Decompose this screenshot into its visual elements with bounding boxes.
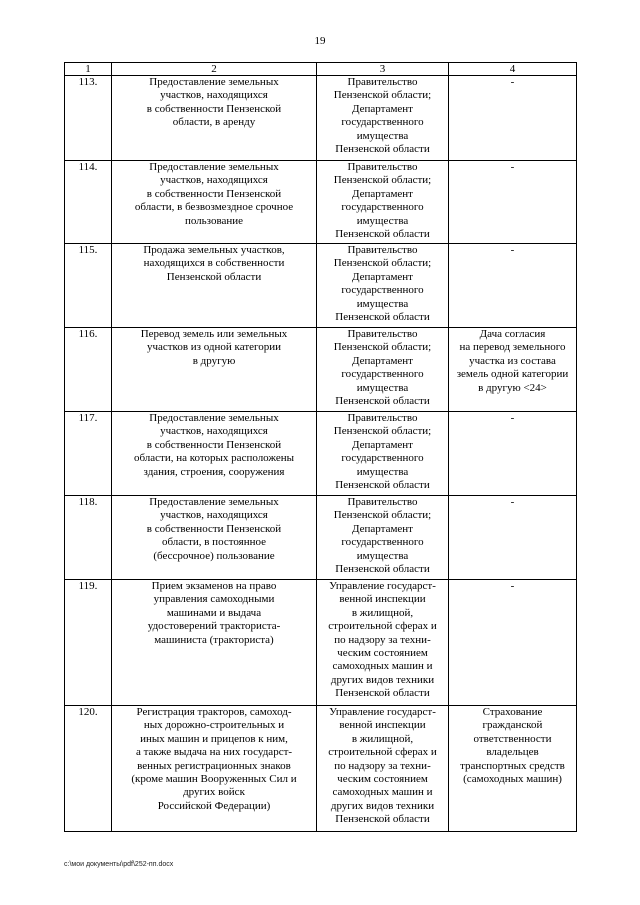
required-services: - [449,496,577,580]
responsible-authority: Правительство Пензенской области; Департамент государственного имущества Пензенской области [317,496,449,580]
row-number: 117. [65,412,112,496]
responsible-authority: Правительство Пензенской области; Департамент государственного имущества Пензенской области [317,328,449,412]
required-services: - [449,412,577,496]
table-row [65,244,577,328]
responsible-authority: Правительство Пензенской области; Департамент государственного имущества Пензенской области [317,244,449,328]
table-row [65,76,577,161]
table-row [65,706,577,832]
service-name: Перевод земель или земельных участков из одной категории в другую [112,328,317,412]
required-services: Страхование гражданской ответственности владельцев транспортных средств (самоходных машин) [449,706,577,832]
table-row [65,496,577,580]
table-header-row [65,63,577,76]
row-number: 115. [65,244,112,328]
service-name: Предоставление земельных участков, находящихся в собственности Пензенской области, в аренду [112,76,317,161]
column-header: 1 [65,63,112,76]
required-services: Дача согласия на перевод земельного участка из состава земель одной категории в другую <24> [449,328,577,412]
row-number: 116. [65,328,112,412]
required-services: - [449,580,577,706]
required-services: - [449,244,577,328]
row-number: 120. [65,706,112,832]
row-number: 113. [65,76,112,161]
service-name: Предоставление земельных участков, находящихся в собственности Пензенской области, в постоянное (бессрочное) пользование [112,496,317,580]
table-row [65,161,577,244]
required-services: - [449,161,577,244]
column-header: 4 [449,63,577,76]
service-name: Предоставление земельных участков, находящихся в собственности Пензенской области, на которых расположены здания, строения, сооружения [112,412,317,496]
table-row [65,328,577,412]
service-name: Продажа земельных участков, находящихся в собственности Пензенской области [112,244,317,328]
responsible-authority: Правительство Пензенской области; Департамент государственного имущества Пензенской области [317,76,449,161]
footer-file-path: c:\мои документы\pdf\252-пп.docx [64,861,174,868]
services-table [64,62,577,832]
responsible-authority: Правительство Пензенской области; Департамент государственного имущества Пензенской области [317,412,449,496]
page-number: 19 [314,35,326,47]
column-header: 2 [112,63,317,76]
table-row [65,580,577,706]
responsible-authority: Правительство Пензенской области; Департамент государственного имущества Пензенской области [317,161,449,244]
service-name: Регистрация тракторов, самоход- ных дорожно-строительных и иных машин и прицепов к ним, а также выдача на них государст- венных регистрационных знаков (кроме машин Вооруженных Сил и других войск Российской Федерации) [112,706,317,832]
table-row [65,412,577,496]
row-number: 119. [65,580,112,706]
service-name: Прием экзаменов на право управления самоходными машинами и выдача удостоверений тракториста- машиниста (тракториста) [112,580,317,706]
responsible-authority: Управление государст- венной инспекции в жилищной, строительной сферах и по надзору за техни- ческим состоянием самоходных машин и других видов техники Пензенской области [317,580,449,706]
row-number: 114. [65,161,112,244]
required-services: - [449,76,577,161]
service-name: Предоставление земельных участков, находящихся в собственности Пензенской области, в безвозмездное срочное пользование [112,161,317,244]
column-header: 3 [317,63,449,76]
row-number: 118. [65,496,112,580]
responsible-authority: Управление государст- венной инспекции в жилищной, строительной сферах и по надзору за техни- ческим состоянием самоходных машин и других видов техники Пензенской области [317,706,449,832]
